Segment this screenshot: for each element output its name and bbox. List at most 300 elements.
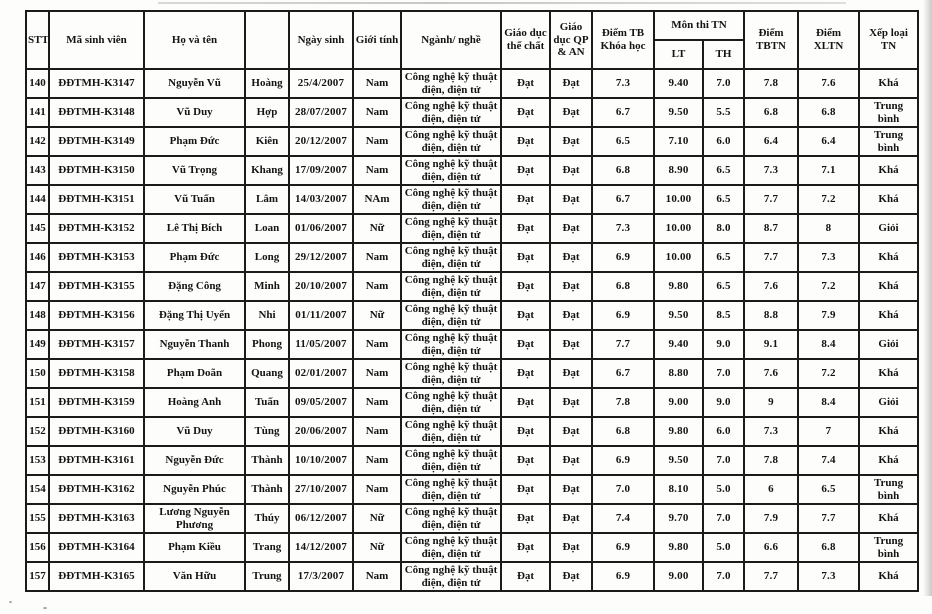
cell-gpa: 6.8 xyxy=(592,417,654,446)
cell-gender: Nữ xyxy=(353,214,401,243)
cell-gpa: 6.9 xyxy=(592,446,654,475)
cell-gpa: 7.7 xyxy=(592,330,654,359)
cell-gpa: 6.9 xyxy=(592,243,654,272)
cell-rank: Khá xyxy=(859,272,918,301)
cell-id: ĐĐTMH-K3153 xyxy=(49,243,144,272)
cell-qp: Đạt xyxy=(550,504,592,533)
cell-stt: 148 xyxy=(26,301,49,330)
table-row xyxy=(26,98,918,127)
cell-stt: 153 xyxy=(26,446,49,475)
cell-pe: Đạt xyxy=(501,388,550,417)
cell-tbtn: 9 xyxy=(744,388,798,417)
cell-rank: Khá xyxy=(859,562,918,591)
table-row xyxy=(26,359,918,388)
cell-id: ĐĐTMH-K3163 xyxy=(49,504,144,533)
cell-stt: 150 xyxy=(26,359,49,388)
cell-gpa: 7.8 xyxy=(592,388,654,417)
cell-major: Công nghệ kỹ thuật điện, điện tử xyxy=(401,69,501,98)
cell-qp: Đạt xyxy=(550,446,592,475)
cell-rank: Khá xyxy=(859,446,918,475)
cell-xltn: 7.9 xyxy=(798,301,859,330)
table-row xyxy=(26,301,918,330)
cell-dob: 29/12/2007 xyxy=(289,243,353,272)
cell-given: Hợp xyxy=(245,98,289,127)
cell-name: Lê Thị Bích xyxy=(144,214,245,243)
cell-th: 7.0 xyxy=(703,359,744,388)
cell-given: Thành xyxy=(245,475,289,504)
cell-gpa: 6.8 xyxy=(592,272,654,301)
cell-given: Quang xyxy=(245,359,289,388)
cell-major: Công nghệ kỹ thuật điện, điện tử xyxy=(401,388,501,417)
cell-name: Nguyễn Phúc xyxy=(144,475,245,504)
cell-dob: 11/05/2007 xyxy=(289,330,353,359)
cell-major: Công nghệ kỹ thuật điện, điện tử xyxy=(401,330,501,359)
cell-name: Vũ Duy xyxy=(144,417,245,446)
cell-xltn: 6.8 xyxy=(798,98,859,127)
table-row xyxy=(26,388,918,417)
cell-given: Thúy xyxy=(245,504,289,533)
cell-id: ĐĐTMH-K3160 xyxy=(49,417,144,446)
cell-major: Công nghệ kỹ thuật điện, điện tử xyxy=(401,504,501,533)
cell-dob: 17/09/2007 xyxy=(289,156,353,185)
cell-dob: 20/10/2007 xyxy=(289,272,353,301)
cell-major: Công nghệ kỹ thuật điện, điện tử xyxy=(401,272,501,301)
cell-qp: Đạt xyxy=(550,272,592,301)
cell-id: ĐĐTMH-K3157 xyxy=(49,330,144,359)
cell-lt: 9.40 xyxy=(654,330,703,359)
cell-lt: 10.00 xyxy=(654,214,703,243)
cell-pe: Đạt xyxy=(501,185,550,214)
header-th: TH xyxy=(703,40,744,69)
cell-lt: 7.10 xyxy=(654,127,703,156)
header-given-name xyxy=(245,11,289,69)
cell-tbtn: 7.3 xyxy=(744,417,798,446)
table-row xyxy=(26,417,918,446)
cell-gender: Nữ xyxy=(353,533,401,562)
cell-th: 7.0 xyxy=(703,446,744,475)
cell-gender: Nam xyxy=(353,272,401,301)
cell-th: 6.0 xyxy=(703,417,744,446)
cell-gender: Nam xyxy=(353,98,401,127)
cell-th: 6.5 xyxy=(703,185,744,214)
cell-pe: Đạt xyxy=(501,417,550,446)
table-row xyxy=(26,533,918,562)
table-row xyxy=(26,272,918,301)
table-row xyxy=(26,127,918,156)
cell-dob: 06/12/2007 xyxy=(289,504,353,533)
cell-gpa: 7.3 xyxy=(592,69,654,98)
cell-xltn: 7.3 xyxy=(798,243,859,272)
cell-stt: 149 xyxy=(26,330,49,359)
cell-given: Trang xyxy=(245,533,289,562)
cell-gender: Nam xyxy=(353,69,401,98)
header-rank: Xếp loại TN xyxy=(859,11,918,69)
cell-tbtn: 7.7 xyxy=(744,243,798,272)
cell-pe: Đạt xyxy=(501,98,550,127)
cell-lt: 9.40 xyxy=(654,69,703,98)
cell-id: ĐĐTMH-K3148 xyxy=(49,98,144,127)
cell-dob: 09/05/2007 xyxy=(289,388,353,417)
cell-tbtn: 7.9 xyxy=(744,504,798,533)
cell-th: 5.5 xyxy=(703,98,744,127)
cell-lt: 9.80 xyxy=(654,417,703,446)
cell-gpa: 6.5 xyxy=(592,127,654,156)
cell-name: Đặng Công xyxy=(144,272,245,301)
cell-name: Vũ Trọng xyxy=(144,156,245,185)
cell-name: Phạm Đức xyxy=(144,127,245,156)
scan-artifact-line xyxy=(158,2,846,4)
cell-rank: Khá xyxy=(859,156,918,185)
cell-th: 8.0 xyxy=(703,214,744,243)
cell-qp: Đạt xyxy=(550,98,592,127)
cell-qp: Đạt xyxy=(550,359,592,388)
cell-gpa: 6.8 xyxy=(592,156,654,185)
header-major: Ngành/ nghề xyxy=(401,11,501,69)
cell-gpa: 6.7 xyxy=(592,185,654,214)
cell-tbtn: 8.7 xyxy=(744,214,798,243)
cell-tbtn: 7.6 xyxy=(744,272,798,301)
cell-rank: Trung bình xyxy=(859,98,918,127)
cell-th: 6.5 xyxy=(703,243,744,272)
cell-qp: Đạt xyxy=(550,330,592,359)
cell-lt: 9.50 xyxy=(654,98,703,127)
cell-xltn: 7.1 xyxy=(798,156,859,185)
header-gpa: Điểm TB Khóa học xyxy=(592,11,654,69)
cell-tbtn: 8.8 xyxy=(744,301,798,330)
cell-dob: 27/10/2007 xyxy=(289,475,353,504)
cell-major: Công nghệ kỹ thuật điện, điện tử xyxy=(401,214,501,243)
cell-major: Công nghệ kỹ thuật điện, điện tử xyxy=(401,475,501,504)
cell-id: ĐĐTMH-K3155 xyxy=(49,272,144,301)
cell-rank: Trung bình xyxy=(859,127,918,156)
table-row xyxy=(26,185,918,214)
cell-dob: 20/06/2007 xyxy=(289,417,353,446)
cell-given: Tùng xyxy=(245,417,289,446)
cell-xltn: 8.4 xyxy=(798,330,859,359)
cell-xltn: 7.4 xyxy=(798,446,859,475)
cell-qp: Đạt xyxy=(550,243,592,272)
cell-lt: 8.10 xyxy=(654,475,703,504)
graduation-results-table xyxy=(25,10,919,592)
cell-xltn: 7.2 xyxy=(798,185,859,214)
cell-xltn: 8 xyxy=(798,214,859,243)
cell-lt: 10.00 xyxy=(654,243,703,272)
cell-gender: NAm xyxy=(353,185,401,214)
header-full-name: Họ và tên xyxy=(144,11,245,69)
cell-qp: Đạt xyxy=(550,156,592,185)
cell-pe: Đạt xyxy=(501,562,550,591)
cell-stt: 157 xyxy=(26,562,49,591)
cell-gender: Nam xyxy=(353,388,401,417)
cell-xltn: 7.6 xyxy=(798,69,859,98)
cell-stt: 156 xyxy=(26,533,49,562)
cell-dob: 10/10/2007 xyxy=(289,446,353,475)
cell-name: Hoàng Anh xyxy=(144,388,245,417)
cell-gender: Nam xyxy=(353,359,401,388)
cell-th: 5.0 xyxy=(703,533,744,562)
scan-speck xyxy=(9,601,12,603)
cell-lt: 9.80 xyxy=(654,533,703,562)
cell-lt: 8.90 xyxy=(654,156,703,185)
cell-id: ĐĐTMH-K3162 xyxy=(49,475,144,504)
cell-gender: Nam xyxy=(353,475,401,504)
cell-xltn: 8.4 xyxy=(798,388,859,417)
cell-id: ĐĐTMH-K3150 xyxy=(49,156,144,185)
cell-dob: 01/11/2007 xyxy=(289,301,353,330)
cell-stt: 141 xyxy=(26,98,49,127)
cell-id: ĐĐTMH-K3147 xyxy=(49,69,144,98)
cell-major: Công nghệ kỹ thuật điện, điện tử xyxy=(401,127,501,156)
cell-stt: 144 xyxy=(26,185,49,214)
cell-tbtn: 7.8 xyxy=(744,446,798,475)
cell-qp: Đạt xyxy=(550,214,592,243)
cell-name: Nguyễn Thanh xyxy=(144,330,245,359)
table-row xyxy=(26,156,918,185)
cell-name: Nguyễn Vũ xyxy=(144,69,245,98)
cell-gender: Nam xyxy=(353,417,401,446)
cell-gpa: 7.4 xyxy=(592,504,654,533)
cell-rank: Khá xyxy=(859,301,918,330)
cell-lt: 9.70 xyxy=(654,504,703,533)
cell-gender: Nữ xyxy=(353,301,401,330)
table-row xyxy=(26,69,918,98)
cell-tbtn: 6.8 xyxy=(744,98,798,127)
cell-qp: Đạt xyxy=(550,69,592,98)
cell-major: Công nghệ kỹ thuật điện, điện tử xyxy=(401,301,501,330)
cell-major: Công nghệ kỹ thuật điện, điện tử xyxy=(401,359,501,388)
cell-xltn: 7 xyxy=(798,417,859,446)
cell-th: 6.0 xyxy=(703,127,744,156)
cell-gpa: 6.9 xyxy=(592,301,654,330)
table-row xyxy=(26,562,918,591)
cell-th: 6.5 xyxy=(703,156,744,185)
cell-gender: Nam xyxy=(353,446,401,475)
cell-lt: 9.80 xyxy=(654,272,703,301)
cell-given: Loan xyxy=(245,214,289,243)
header-xltn: Điểm XLTN xyxy=(798,11,859,69)
cell-pe: Đạt xyxy=(501,156,550,185)
cell-gender: Nam xyxy=(353,330,401,359)
cell-pe: Đạt xyxy=(501,243,550,272)
header-gender: Giới tính xyxy=(353,11,401,69)
cell-rank: Khá xyxy=(859,185,918,214)
header-dob: Ngày sinh xyxy=(289,11,353,69)
cell-id: ĐĐTMH-K3156 xyxy=(49,301,144,330)
table-body xyxy=(26,69,918,591)
cell-gender: Nam xyxy=(353,127,401,156)
cell-rank: Khá xyxy=(859,69,918,98)
cell-tbtn: 7.7 xyxy=(744,562,798,591)
header-pe: Giáo dục thể chất xyxy=(501,11,550,69)
cell-gender: Nam xyxy=(353,243,401,272)
table-row xyxy=(26,214,918,243)
cell-given: Lâm xyxy=(245,185,289,214)
cell-stt: 154 xyxy=(26,475,49,504)
cell-dob: 20/12/2007 xyxy=(289,127,353,156)
cell-rank: Khá xyxy=(859,243,918,272)
cell-tbtn: 7.3 xyxy=(744,156,798,185)
cell-given: Thành xyxy=(245,446,289,475)
cell-id: ĐĐTMH-K3152 xyxy=(49,214,144,243)
cell-rank: Trung bình xyxy=(859,475,918,504)
cell-qp: Đạt xyxy=(550,533,592,562)
cell-pe: Đạt xyxy=(501,330,550,359)
cell-xltn: 7.3 xyxy=(798,562,859,591)
cell-lt: 9.00 xyxy=(654,388,703,417)
cell-xltn: 7.7 xyxy=(798,504,859,533)
cell-qp: Đạt xyxy=(550,388,592,417)
cell-id: ĐĐTMH-K3149 xyxy=(49,127,144,156)
cell-gpa: 6.7 xyxy=(592,98,654,127)
cell-gpa: 6.9 xyxy=(592,562,654,591)
cell-stt: 143 xyxy=(26,156,49,185)
cell-gpa: 6.7 xyxy=(592,359,654,388)
cell-rank: Khá xyxy=(859,417,918,446)
cell-tbtn: 6.6 xyxy=(744,533,798,562)
cell-tbtn: 7.7 xyxy=(744,185,798,214)
cell-given: Phong xyxy=(245,330,289,359)
cell-lt: 8.80 xyxy=(654,359,703,388)
cell-pe: Đạt xyxy=(501,446,550,475)
cell-tbtn: 9.1 xyxy=(744,330,798,359)
cell-qp: Đạt xyxy=(550,417,592,446)
cell-id: ĐĐTMH-K3158 xyxy=(49,359,144,388)
header-qp: Giáo dục QP & AN xyxy=(550,11,592,69)
cell-qp: Đạt xyxy=(550,475,592,504)
table-row xyxy=(26,475,918,504)
cell-name: Vũ Duy xyxy=(144,98,245,127)
cell-qp: Đạt xyxy=(550,301,592,330)
cell-gender: Nữ xyxy=(353,504,401,533)
cell-major: Công nghệ kỹ thuật điện, điện tử xyxy=(401,417,501,446)
cell-stt: 140 xyxy=(26,69,49,98)
cell-gender: Nam xyxy=(353,156,401,185)
cell-rank: Giỏi xyxy=(859,388,918,417)
cell-dob: 25/4/2007 xyxy=(289,69,353,98)
cell-gpa: 6.9 xyxy=(592,533,654,562)
cell-pe: Đạt xyxy=(501,533,550,562)
cell-name: Lương Nguyễn Phương xyxy=(144,504,245,533)
cell-stt: 147 xyxy=(26,272,49,301)
cell-given: Kiên xyxy=(245,127,289,156)
cell-name: Phạm Đức xyxy=(144,243,245,272)
cell-name: Văn Hữu xyxy=(144,562,245,591)
table-row xyxy=(26,504,918,533)
cell-pe: Đạt xyxy=(501,69,550,98)
cell-qp: Đạt xyxy=(550,185,592,214)
header-tbtn: Điểm TBTN xyxy=(744,11,798,69)
cell-major: Công nghệ kỹ thuật điện, điện tử xyxy=(401,533,501,562)
cell-th: 9.0 xyxy=(703,388,744,417)
cell-given: Nhi xyxy=(245,301,289,330)
cell-th: 9.0 xyxy=(703,330,744,359)
cell-id: ĐĐTMH-K3161 xyxy=(49,446,144,475)
cell-lt: 9.50 xyxy=(654,301,703,330)
cell-th: 7.0 xyxy=(703,504,744,533)
cell-dob: 02/01/2007 xyxy=(289,359,353,388)
cell-name: Vũ Tuấn xyxy=(144,185,245,214)
table-row xyxy=(26,446,918,475)
header-exam-group: Môn thi TN xyxy=(654,11,744,40)
cell-pe: Đạt xyxy=(501,504,550,533)
cell-tbtn: 6 xyxy=(744,475,798,504)
cell-given: Minh xyxy=(245,272,289,301)
cell-gpa: 7.3 xyxy=(592,214,654,243)
cell-dob: 01/06/2007 xyxy=(289,214,353,243)
header-stt: STT xyxy=(26,11,49,69)
cell-stt: 155 xyxy=(26,504,49,533)
cell-given: Tuấn xyxy=(245,388,289,417)
header-student-id: Mã sinh viên xyxy=(49,11,144,69)
cell-given: Trung xyxy=(245,562,289,591)
cell-pe: Đạt xyxy=(501,359,550,388)
cell-th: 6.5 xyxy=(703,272,744,301)
cell-lt: 9.00 xyxy=(654,562,703,591)
cell-id: ĐĐTMH-K3159 xyxy=(49,388,144,417)
cell-pe: Đạt xyxy=(501,214,550,243)
cell-pe: Đạt xyxy=(501,301,550,330)
cell-major: Công nghệ kỹ thuật điện, điện tử xyxy=(401,562,501,591)
cell-dob: 14/03/2007 xyxy=(289,185,353,214)
cell-major: Công nghệ kỹ thuật điện, điện tử xyxy=(401,185,501,214)
cell-th: 5.0 xyxy=(703,475,744,504)
cell-major: Công nghệ kỹ thuật điện, điện tử xyxy=(401,156,501,185)
cell-rank: Giỏi xyxy=(859,214,918,243)
cell-major: Công nghệ kỹ thuật điện, điện tử xyxy=(401,446,501,475)
cell-given: Hoàng xyxy=(245,69,289,98)
cell-given: Long xyxy=(245,243,289,272)
cell-id: ĐĐTMH-K3164 xyxy=(49,533,144,562)
cell-tbtn: 7.6 xyxy=(744,359,798,388)
cell-xltn: 6.5 xyxy=(798,475,859,504)
cell-stt: 142 xyxy=(26,127,49,156)
cell-id: ĐĐTMH-K3151 xyxy=(49,185,144,214)
cell-xltn: 7.2 xyxy=(798,359,859,388)
cell-th: 8.5 xyxy=(703,301,744,330)
table-header xyxy=(26,11,918,69)
header-lt: LT xyxy=(654,40,703,69)
cell-stt: 152 xyxy=(26,417,49,446)
cell-lt: 9.50 xyxy=(654,446,703,475)
cell-rank: Khá xyxy=(859,504,918,533)
cell-lt: 10.00 xyxy=(654,185,703,214)
cell-rank: Khá xyxy=(859,359,918,388)
cell-tbtn: 7.8 xyxy=(744,69,798,98)
cell-pe: Đạt xyxy=(501,127,550,156)
table-row xyxy=(26,243,918,272)
cell-gpa: 7.0 xyxy=(592,475,654,504)
scan-edge-shadow xyxy=(923,0,932,596)
scan-speck xyxy=(43,607,47,609)
cell-xltn: 7.2 xyxy=(798,272,859,301)
cell-th: 7.0 xyxy=(703,69,744,98)
cell-pe: Đạt xyxy=(501,272,550,301)
cell-name: Đặng Thị Uyển xyxy=(144,301,245,330)
cell-tbtn: 6.4 xyxy=(744,127,798,156)
cell-xltn: 6.8 xyxy=(798,533,859,562)
table-row xyxy=(26,330,918,359)
cell-given: Khang xyxy=(245,156,289,185)
cell-stt: 146 xyxy=(26,243,49,272)
cell-id: ĐĐTMH-K3165 xyxy=(49,562,144,591)
cell-dob: 28/07/2007 xyxy=(289,98,353,127)
cell-xltn: 6.4 xyxy=(798,127,859,156)
cell-qp: Đạt xyxy=(550,127,592,156)
cell-dob: 14/12/2007 xyxy=(289,533,353,562)
cell-name: Phạm Doãn xyxy=(144,359,245,388)
cell-gender: Nam xyxy=(353,562,401,591)
cell-rank: Giỏi xyxy=(859,330,918,359)
